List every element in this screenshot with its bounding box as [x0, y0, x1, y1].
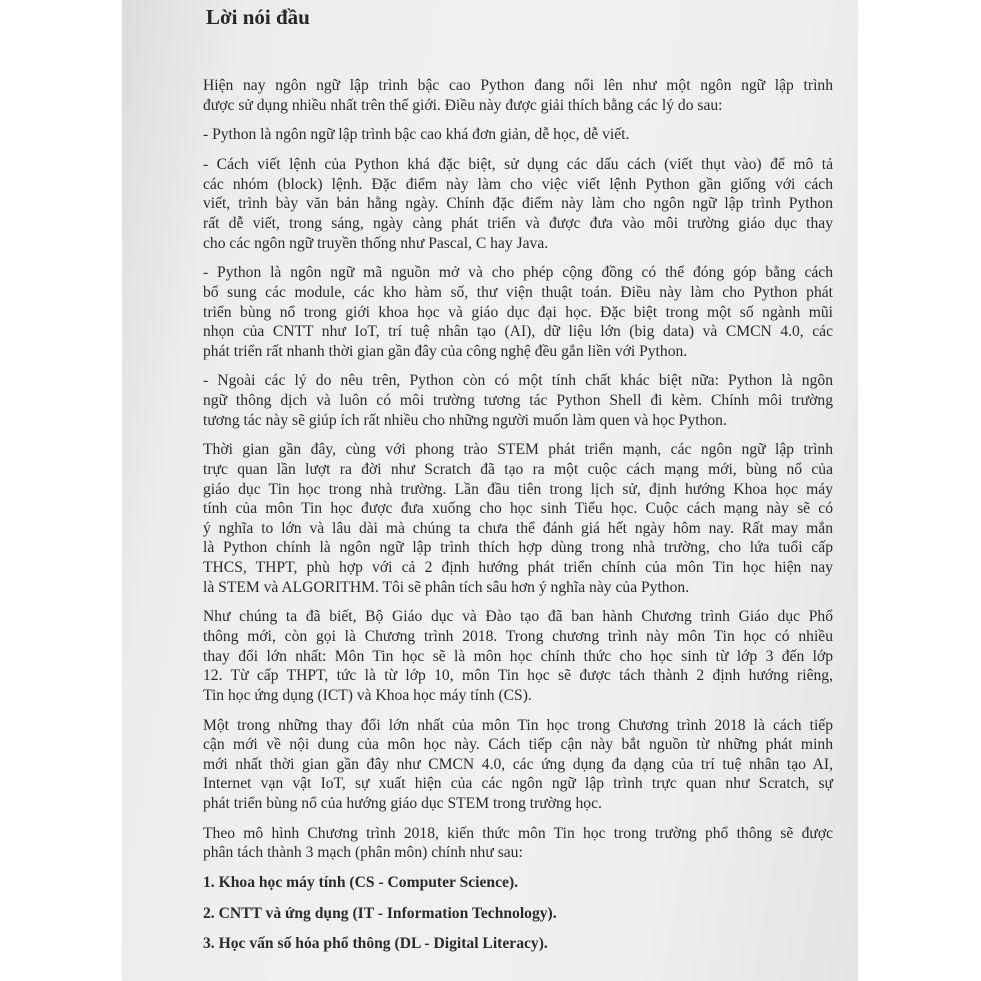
list-item: 1. Khoa học máy tính (CS - Computer Science). — [203, 874, 519, 892]
text-line: Thời gian gần đây, cùng với phong trào STEM phát triển mạnh, các ngôn ngữ lập trình — [203, 441, 833, 459]
text-line: Tin học ứng dụng (ICT) và Khoa học máy tính (CS). — [203, 686, 532, 704]
text-line: là STEM và ALGORITHM. Tôi sẽ phân tích sâu hơn ý nghĩa này của Python. — [203, 578, 690, 596]
paragraph — [203, 716, 833, 814]
text-line: Như chúng ta đã biết, Bộ Giáo dục và Đào tạo đã ban hành Chương trình Giáo dục Phổ — [203, 608, 833, 626]
text-line: Internet vạn vật IoT, sự xuất hiện của các ngôn ngữ lập trình trực quan như Scratch, sự — [203, 775, 833, 793]
paragraph — [203, 440, 833, 597]
paragraph — [203, 607, 833, 705]
text-line: mới nhất thời gian gần đây như CMCN 4.0, các ứng dụng đa dạng của trí tuệ nhân tạo AI, — [203, 755, 833, 773]
text-line: phân tách thành 3 mạch (phân môn) chính như sau: — [203, 844, 523, 862]
text-line: cho các ngôn ngữ truyền thống như Pascal, C hay Java. — [203, 234, 549, 252]
paragraph — [203, 76, 833, 115]
text-line: THCS, THPT, phù hợp với cả 2 định hướng phát triển chính của môn Tin học hiện nay — [203, 559, 833, 576]
text-line: phát triển bùng nổ của hướng giáo dục STEM trong trường học. — [203, 794, 602, 812]
list-item: 2. CNTT và ứng dụng (IT - Information Technology). — [203, 904, 557, 922]
text-line: - Cách viết lệnh của Python khá đặc biệt, sử dụng các dấu cách (viết thụt vào) để mô tả — [203, 156, 833, 174]
text-line: thay đổi lớn nhất: Môn Tin học sẽ là môn học chính thức cho học sinh từ lớp 3 đến lớp — [203, 647, 833, 665]
text-line: - Python là ngôn ngữ lập trình bậc cao khá đơn giản, dễ học, dễ viết. — [203, 126, 630, 144]
text-line: Một trong những thay đổi lớn nhất của môn Tin học trong Chương trình 2018 là cách tiếp — [203, 716, 833, 734]
text-line: thông mới, còn gọi là Chương trình 2018. Trong chương trình này môn Tin học có nhiều — [203, 627, 833, 645]
text-line: triển bùng nổ trong giới khoa học và giáo dục đại học. Đặc biệt trong một số ngành mũi — [203, 303, 833, 321]
text-line: cận mới về nội dung của môn học này. Cách tiếp cận này bắt nguồn từ những phát minh — [203, 736, 833, 754]
text-line: rất dễ viết, trong sáng, ngày càng phát triển và được đưa vào môi trường giáo dục thay — [203, 214, 833, 232]
text-line: nhọn của CNTT như IoT, trí tuệ nhân tạo (AI), dữ liệu lớn (big data) và CMCN 4.0, các — [203, 323, 833, 341]
paragraph — [203, 263, 833, 361]
list-item: 3. Học vấn số hóa phổ thông (DL - Digital Literacy). — [203, 935, 548, 953]
text-line: giáo dục Tin học trong nhà trường. Lần đầu tiên trong lịch sử, định hướng Khoa học máy — [203, 480, 833, 498]
paragraph — [203, 125, 833, 145]
text-line: viết, trình bày văn bản hằng ngày. Chính đặc điểm này làm cho ngôn ngữ lập trình Python — [203, 195, 833, 213]
text-line: ý nghĩa to lớn và lâu dài mà chúng ta chưa thể đánh giá hết ngày hôm nay. Rất may mắn — [203, 519, 833, 537]
text-line: bổ sung các module, các kho hàm số, thư viện thuật toán. Điều này làm cho Python phát — [203, 283, 833, 301]
text-line: - Ngoài các lý do nêu trên, Python còn có một tính chất khác biệt nữa: Python là ngôn — [203, 372, 833, 390]
text-line: được sử dụng nhiều nhất trên thế giới. Điều này được giải thích bằng các lý do sau: — [203, 96, 723, 114]
text-line: 12. Từ cấp THPT, tức là từ lớp 10, môn Tin học sẽ được tách thành 2 định hướng riêng, — [203, 667, 833, 685]
paragraph — [203, 824, 833, 863]
text-line: - Python là ngôn ngữ mã nguồn mở và cho phép cộng đồng có thể đóng góp bằng cách — [203, 264, 833, 282]
text-line: các nhóm (block) lệnh. Đặc điểm này làm cho việc viết lệnh Python gần giống với cách — [203, 175, 833, 193]
page-body — [203, 76, 833, 965]
text-line: tính của môn Tin học được đưa xuống cho học sinh Tiểu học. Cuộc cách mạng này sẽ có — [203, 500, 833, 518]
paragraph — [203, 371, 833, 430]
page-title: Lời nói đầu — [206, 5, 310, 29]
text-line: Hiện nay ngôn ngữ lập trình bậc cao Python đang nổi lên như một ngôn ngữ lập trình — [203, 77, 833, 94]
text-line: là Python chính là ngôn ngữ lập trình thích hợp dùng trong nhà trường, cho lứa tuổi cấp — [203, 539, 833, 557]
text-line: trực quan lần lượt ra đời như Scratch đã tạo ra một cuộc cách mạng mới, bùng nổ của — [203, 461, 833, 479]
text-line: tương tác này sẽ giúp ích rất nhiều cho những người muốn làm quen và học Python. — [203, 411, 727, 429]
text-line: Theo mô hình Chương trình 2018, kiến thức môn Tin học trong trường phổ thông sẽ được — [203, 824, 833, 842]
paragraph — [203, 155, 833, 253]
text-line: phát triển rất nhanh thời gian gần đây của công nghệ đều gắn liền với Python. — [203, 342, 688, 360]
text-line: ngữ thông dịch và luôn có môi trường tương tác Python Shell đi kèm. Chính môi trường — [203, 392, 833, 410]
